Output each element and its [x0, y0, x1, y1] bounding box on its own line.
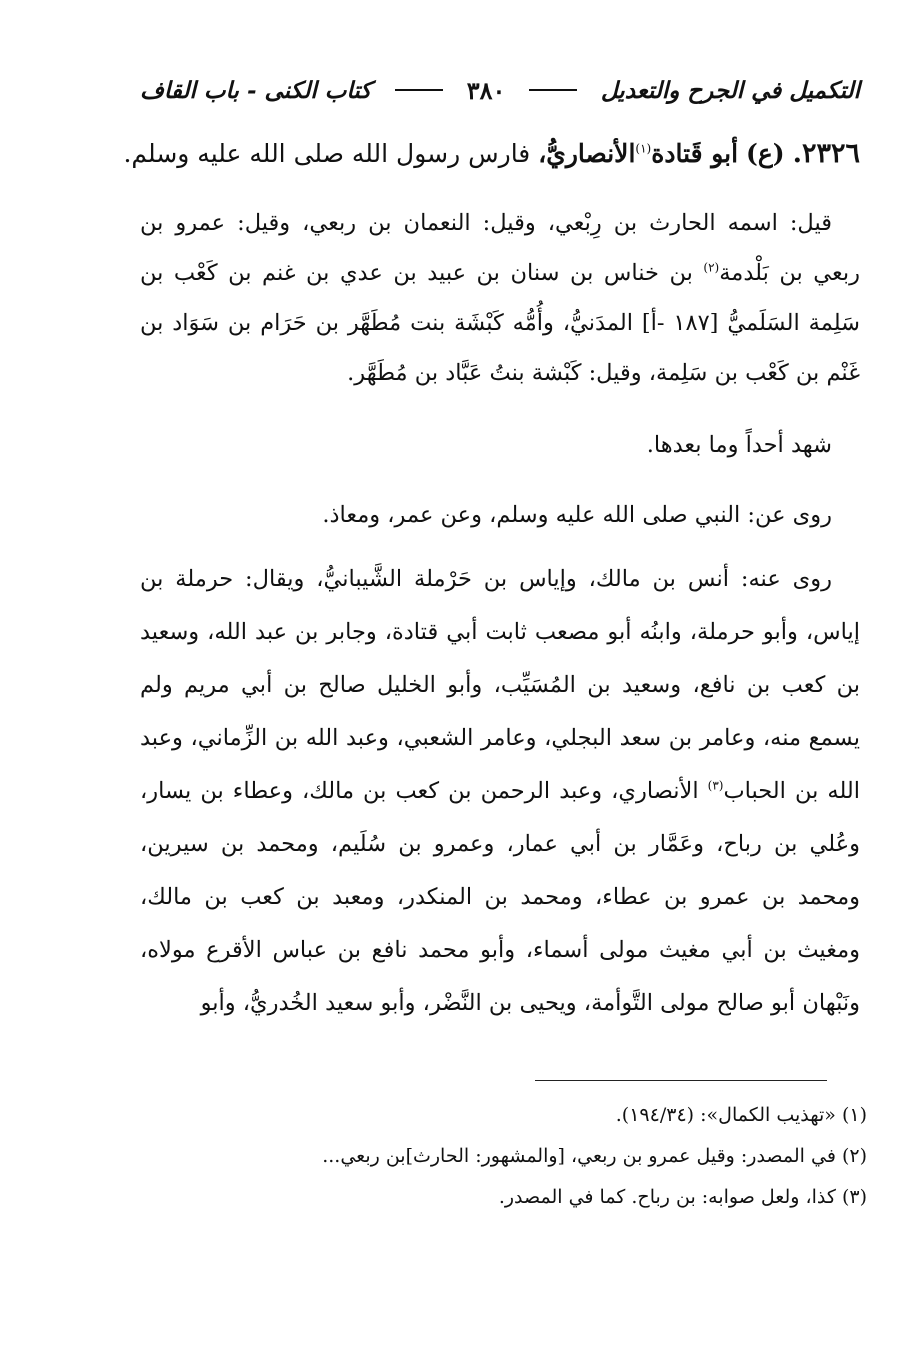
header-dash: [529, 89, 577, 91]
book-title: التكميل في الجرح والتعديل: [600, 76, 860, 104]
entry-name: أبو قَتادة: [651, 139, 739, 168]
footnote-marker: (٢): [703, 260, 720, 275]
footnote-2: (٢) في المصدر: وقيل عمرو بن ربعي، [والمشهور: الحارث]بن ربعي...: [322, 1145, 867, 1167]
paragraph-text: قيل: اسمه الحارث بن رِبْعي، وقيل: النعمان بن ربعي، وقيل: عمرو بن ربعي بن بَلْدمة: [140, 210, 861, 286]
entry-number: ٢٣٢٦.: [792, 138, 860, 169]
paragraph-name-lineage: [140, 198, 860, 398]
entry-heading: [123, 128, 860, 180]
paragraph-text: بن خناس بن سنان بن عبيد بن عدي بن غنم بن كَعْب بن سَلِمة السَلَميُّ [١٨٧ -أ] المدَنيُّ، وأُمُّه كَبْشَة بنت مُطَهَّر بن حَرَام بن سَوَاد بن غَنْم بن كَعْب بن سَلِمة، وقيل: كَبْشة بنتُ عَبَّاد بن مُطَهَّر.: [140, 260, 860, 386]
paragraph-text: الأنصاري، وعبد الرحمن بن كعب بن مالك، وعطاء بن يسار، وعُلي بن رباح، وعَمَّار بن أبي عمار، وعمرو بن سُلَيم، ومحمد بن سيرين، ومحمد بن عمرو بن عطاء، ومحمد بن المنكدر، ومعبد بن كعب بن مالك، ومغيث بن أبي مغيث مولى أسماء، وأبو محمد نافع بن عباس الأقرع مولاه، ونَبْهان أبو صالح مولى التَّوأمة، ويحيى بن النَّضْر، وأبو سعيد الخُدريُّ، وأبو: [140, 778, 860, 1016]
running-header: [140, 70, 860, 110]
entry-symbol: (ع): [746, 139, 785, 168]
header-dash: [395, 89, 443, 91]
footnote-1: (١) «تهذيب الكمال»: (١٩٤/٣٤).: [615, 1104, 867, 1126]
paragraph-narrated-from: روى عن: النبي صلى الله عليه وسلم، وعن عمر، ومعاذ.: [322, 502, 832, 528]
paragraph-text: روى عنه: أنس بن مالك، وإياس بن حَرْملة الشَّيبانيُّ، ويقال: حرملة بن إياس، وأبو حرملة، وابنُه أبو مصعب ثابت أبي قتادة، وجابر بن عبد الله، وسعيد بن كعب بن نافع، وسعيد بن المُسَيِّب، وأبو الخليل صالح بن أبي مريم ولم يسمع منه، وعامر بن سعد البجلي، وعامر الشعبي، وعبد الله بن الزِّماني، وعبد الله بن الحباب: [140, 566, 860, 804]
page-number: ٣٨٠: [466, 75, 506, 105]
entry-nisba: الأنصاريُّ،: [538, 139, 636, 168]
footnote-3: (٣) كذا، ولعل صوابه: بن رباح. كما في المصدر.: [498, 1186, 867, 1208]
footnote-marker: (٣): [707, 778, 724, 793]
footnotes: [140, 1095, 867, 1218]
section-title: كتاب الكنى - باب القاف: [140, 76, 372, 104]
entry-description: فارس رسول الله صلى الله عليه وسلم.: [123, 139, 531, 168]
footnote-marker: (١): [635, 141, 652, 156]
paragraph-battles: شهد أحداً وما بعدها.: [646, 432, 832, 458]
footnote-divider: [535, 1080, 827, 1081]
paragraph-narrators: [140, 553, 860, 1030]
